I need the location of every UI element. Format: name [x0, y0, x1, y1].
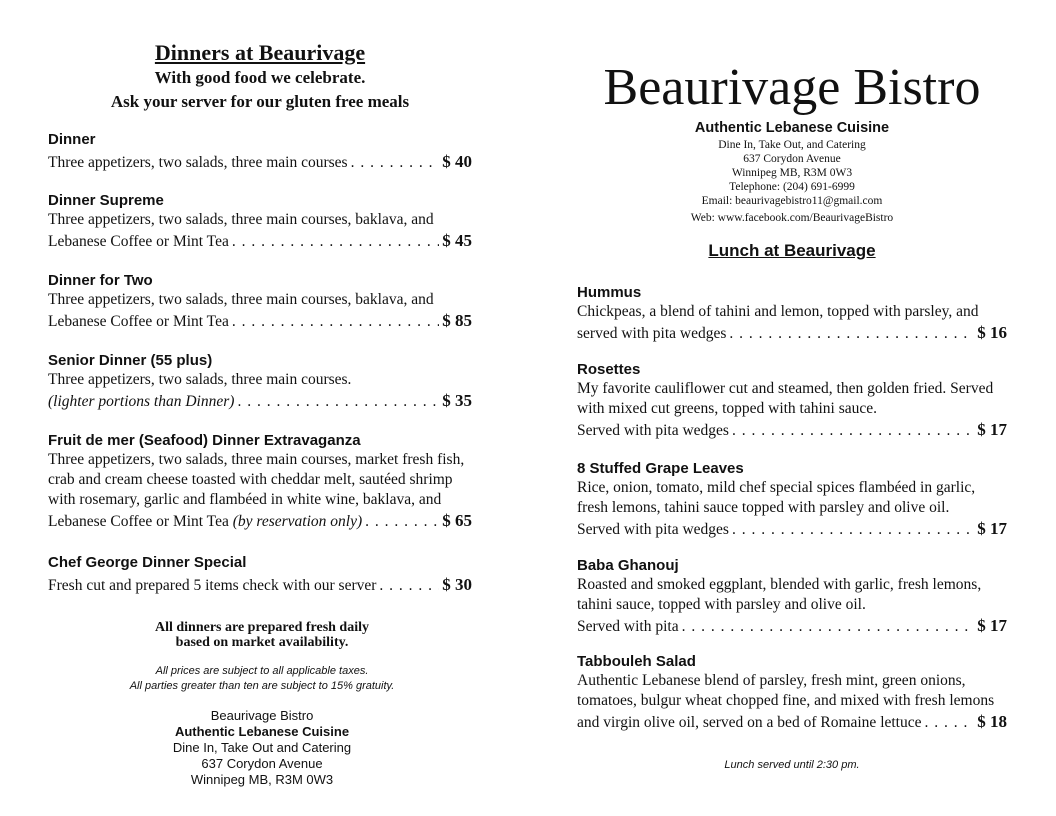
rosettes-item: [577, 361, 1007, 442]
item-description-1: Rice, onion, tomato, mild chef special spices flambéed in garlic,: [577, 479, 976, 496]
item-price-line: [577, 711, 1007, 734]
item-description-1: My favorite cauliflower cut and steamed, then golden fried. Served: [577, 380, 994, 397]
item-line-text: and virgin olive oil, served on a bed of Romaine lettuce: [577, 714, 922, 731]
item-name: 8 Stuffed Grape Leaves: [577, 460, 744, 477]
brand-web: Web: www.facebook.com/BeaurivageBistro: [690, 212, 894, 224]
item-price: $ 65: [442, 511, 472, 530]
item-name: Fruit de mer (Seafood) Dinner Extravaganza: [48, 432, 361, 449]
item-description: Three appetizers, two salads, three main courses.: [48, 371, 352, 388]
item-price: $ 16: [977, 323, 1007, 342]
item-price-line: [577, 615, 1007, 638]
grape-leaves-item: [577, 460, 1007, 541]
item-line-note: (by reservation only): [232, 513, 363, 530]
dinners-title: Dinners at Beaurivage: [154, 40, 366, 65]
dinner-supreme-item: [48, 192, 472, 253]
lunch-title: Lunch at Beaurivage: [708, 241, 876, 260]
item-line-text: Lebanese Coffee or Mint Tea: [48, 233, 229, 250]
item-price: $ 40: [442, 152, 472, 171]
item-description-3: with rosemary, garlic and flambéed in white wine, baklava, and: [48, 491, 442, 508]
item-price: $ 17: [977, 616, 1007, 635]
item-price-line: [48, 151, 472, 174]
item-description-2: tahini sauce, topped with parsley and olive oil.: [577, 596, 866, 613]
item-description-2: crab and cream cheese toasted with cheddar melt, sautéed shrimp: [48, 471, 453, 488]
item-name: Baba Ghanouj: [577, 557, 679, 574]
hummus-item: [577, 284, 1007, 345]
item-name: Rosettes: [577, 361, 641, 378]
item-price-line: [577, 322, 1007, 345]
tax-note: [48, 664, 476, 694]
item-price: $ 17: [977, 519, 1007, 538]
item-price: $ 85: [442, 311, 472, 330]
dinners-subtitle-1: With good food we celebrate.: [154, 68, 366, 87]
item-name: Hummus: [577, 284, 642, 301]
item-price-line: [48, 510, 472, 533]
item-line-text: Fresh cut and prepared 5 items check with our server: [48, 577, 377, 594]
item-description-1: Three appetizers, two salads, three main courses, market fresh fish,: [48, 451, 465, 468]
brand-address: 637 Corydon Avenue: [743, 153, 841, 165]
footer-address-line: 637 Corydon Avenue: [201, 756, 323, 771]
baba-ghanouj-item: [577, 557, 1007, 638]
item-description-1: Authentic Lebanese blend of parsley, fresh mint, green onions,: [577, 672, 966, 689]
footer-service: Dine In, Take Out and Catering: [172, 740, 352, 755]
brand-city: Winnipeg MB, R3M 0W3: [731, 167, 853, 179]
item-price-line: [48, 230, 472, 253]
item-line-text: Served with pita wedges: [577, 521, 729, 538]
footer-address: [48, 708, 476, 788]
dinners-subtitle-2: Ask your server for our gluten free meals: [110, 92, 410, 111]
item-name: Dinner for Two: [48, 272, 153, 289]
brand-logo: Beaurivage Bistro: [603, 59, 981, 116]
item-line-text: Three appetizers, two salads, three main courses: [48, 154, 348, 171]
senior-dinner-item: [48, 352, 472, 413]
fresh-note: [48, 620, 476, 650]
fresh-note-2: based on market availability.: [175, 635, 349, 650]
item-line-text: Served with pita wedges: [577, 422, 729, 439]
tax-note-1: All prices are subject to all applicable taxes.: [155, 665, 369, 677]
item-description: Three appetizers, two salads, three main courses, baklava, and: [48, 291, 434, 308]
item-line-text: Lebanese Coffee or Mint Tea: [48, 313, 229, 330]
footer-city: Winnipeg MB, R3M 0W3: [190, 772, 334, 787]
item-description: Three appetizers, two salads, three main courses, baklava, and: [48, 211, 434, 228]
item-price-line: [48, 310, 472, 333]
item-line-text: Served with pita: [577, 618, 679, 635]
brand-contact: [577, 138, 1007, 225]
footer-name: Beaurivage Bistro: [210, 708, 314, 723]
item-description-1: Chickpeas, a blend of tahini and lemon, topped with parsley, and: [577, 303, 979, 320]
item-description-2: fresh lemons, tahini sauce topped with parsley and olive oil.: [577, 499, 950, 516]
chef-george-item: [48, 554, 472, 597]
brand-email: Email: beaurivagebistro11@gmail.com: [701, 195, 883, 207]
item-name: Senior Dinner (55 plus): [48, 352, 213, 369]
item-line-text: (lighter portions than Dinner): [48, 393, 235, 410]
lunch-note: Lunch served until 2:30 pm.: [724, 759, 860, 771]
item-name: Dinner: [48, 131, 96, 148]
item-price-line: [577, 518, 1007, 541]
fresh-note-1: All dinners are prepared fresh daily: [154, 620, 370, 635]
dinner-for-two-item: [48, 272, 472, 333]
footer-cuisine: Authentic Lebanese Cuisine: [174, 724, 350, 739]
item-name: Chef George Dinner Special: [48, 554, 247, 571]
tabbouleh-item: [577, 653, 1007, 734]
brand-cuisine: Authentic Lebanese Cuisine: [694, 120, 890, 136]
item-line-text: served with pita wedges: [577, 325, 727, 342]
brand-service: Dine In, Take Out, and Catering: [718, 139, 866, 151]
tax-note-2: All parties greater than ten are subject to 15% gratuity.: [129, 680, 395, 692]
item-name: Tabbouleh Salad: [577, 653, 696, 670]
item-price: $ 17: [977, 420, 1007, 439]
item-name: Dinner Supreme: [48, 192, 164, 209]
seafood-dinner-item: [48, 432, 472, 533]
item-description-2: tomatoes, bulgur wheat chopped fine, and mixed with fresh lemons: [577, 692, 995, 709]
item-description-2: with mixed cut greens, topped with tahini sauce.: [577, 400, 878, 417]
item-line-text: Lebanese Coffee or Mint Tea: [48, 513, 229, 530]
item-price: $ 18: [977, 712, 1007, 731]
item-price-line: [48, 390, 472, 413]
item-price: $ 35: [442, 391, 472, 410]
brand-phone: Telephone: (204) 691-6999: [729, 181, 855, 193]
item-price-line: [48, 574, 472, 597]
dinner-item: [48, 131, 472, 174]
item-price: $ 30: [442, 575, 472, 594]
item-price: $ 45: [442, 231, 472, 250]
item-description-1: Roasted and smoked eggplant, blended with garlic, fresh lemons,: [577, 576, 982, 593]
item-price-line: [577, 419, 1007, 442]
